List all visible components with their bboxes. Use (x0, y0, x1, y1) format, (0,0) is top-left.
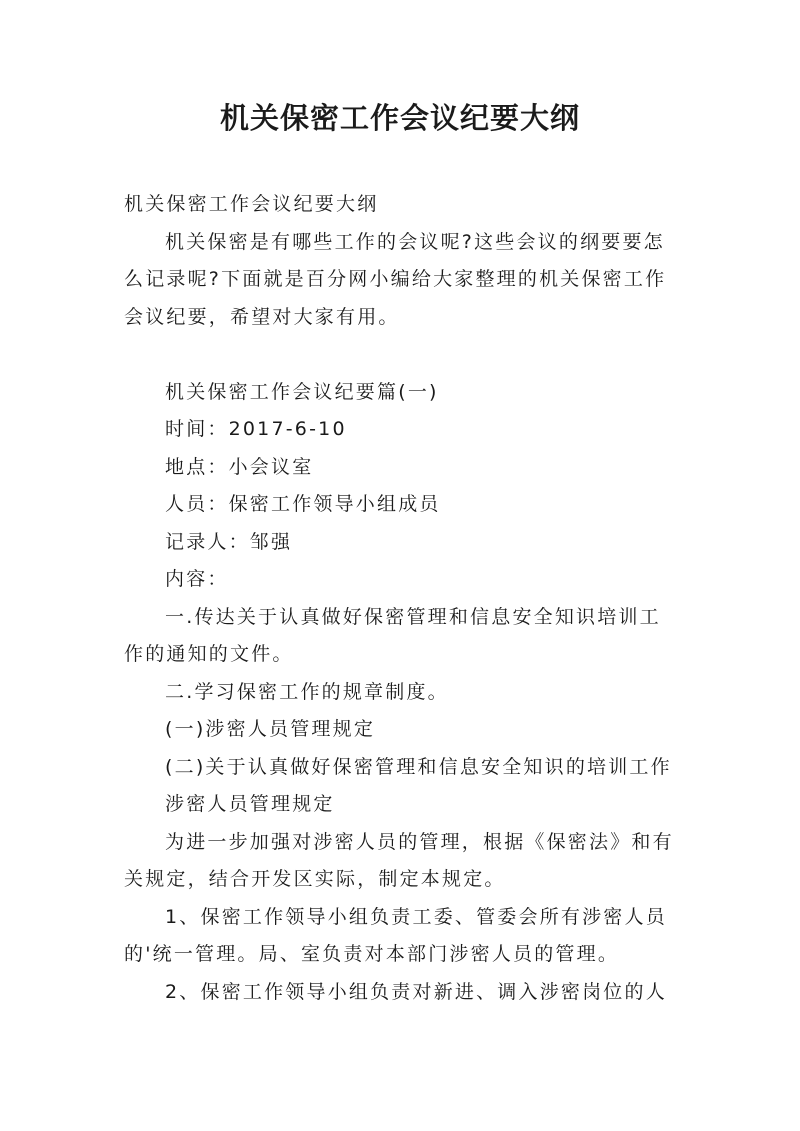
paragraph-gap (124, 336, 680, 374)
intro-paragraph: 机关保密是有哪些工作的会议呢?这些会议的纲要要怎么记录呢?下面就是百分网小编给大家整理的机关保密工作会议纪要，希望对大家有用。 (124, 230, 667, 328)
document-title: 机关保密工作会议纪要大纲 (219, 101, 580, 135)
regulation-clause-1: 1、保密工作领导小组负责工委、管委会所有涉密人员的'统一管理。局、室负责对本部门涉密人员的管理。 (124, 905, 667, 965)
meeting-time: 时间：2017-6-10 (165, 418, 347, 440)
agenda-item-1: 一.传达关于认真做好保密管理和信息安全知识培训工作的通知的文件。 (124, 605, 661, 665)
meeting-attendees: 人员：保密工作领导小组成员 (165, 493, 441, 515)
meeting-location: 地点：小会议室 (165, 455, 314, 478)
sub-item-2: (二)关于认真做好保密管理和信息安全知识的培训工作 (165, 755, 672, 778)
meeting-recorder: 记录人：邹强 (165, 530, 293, 553)
regulation-intro: 为进一步加强对涉密人员的管理，根据《保密法》和有关规定，结合开发区实际，制定本规定。 (124, 830, 674, 890)
regulation-clause-2: 2、保密工作领导小组负责对新进、调入涉密岗位的人 (165, 980, 667, 1003)
regulation-title: 涉密人员管理规定 (165, 793, 335, 815)
content-label: 内容： (165, 568, 229, 590)
document-body (124, 186, 680, 1011)
agenda-item-2: 二.学习保密工作的规章制度。 (165, 680, 449, 703)
sub-item-1: (一)涉密人员管理规定 (165, 718, 376, 740)
section-heading: 机关保密工作会议纪要篇(一) (165, 380, 439, 403)
document-subtitle: 机关保密工作会议纪要大纲 (124, 193, 379, 215)
